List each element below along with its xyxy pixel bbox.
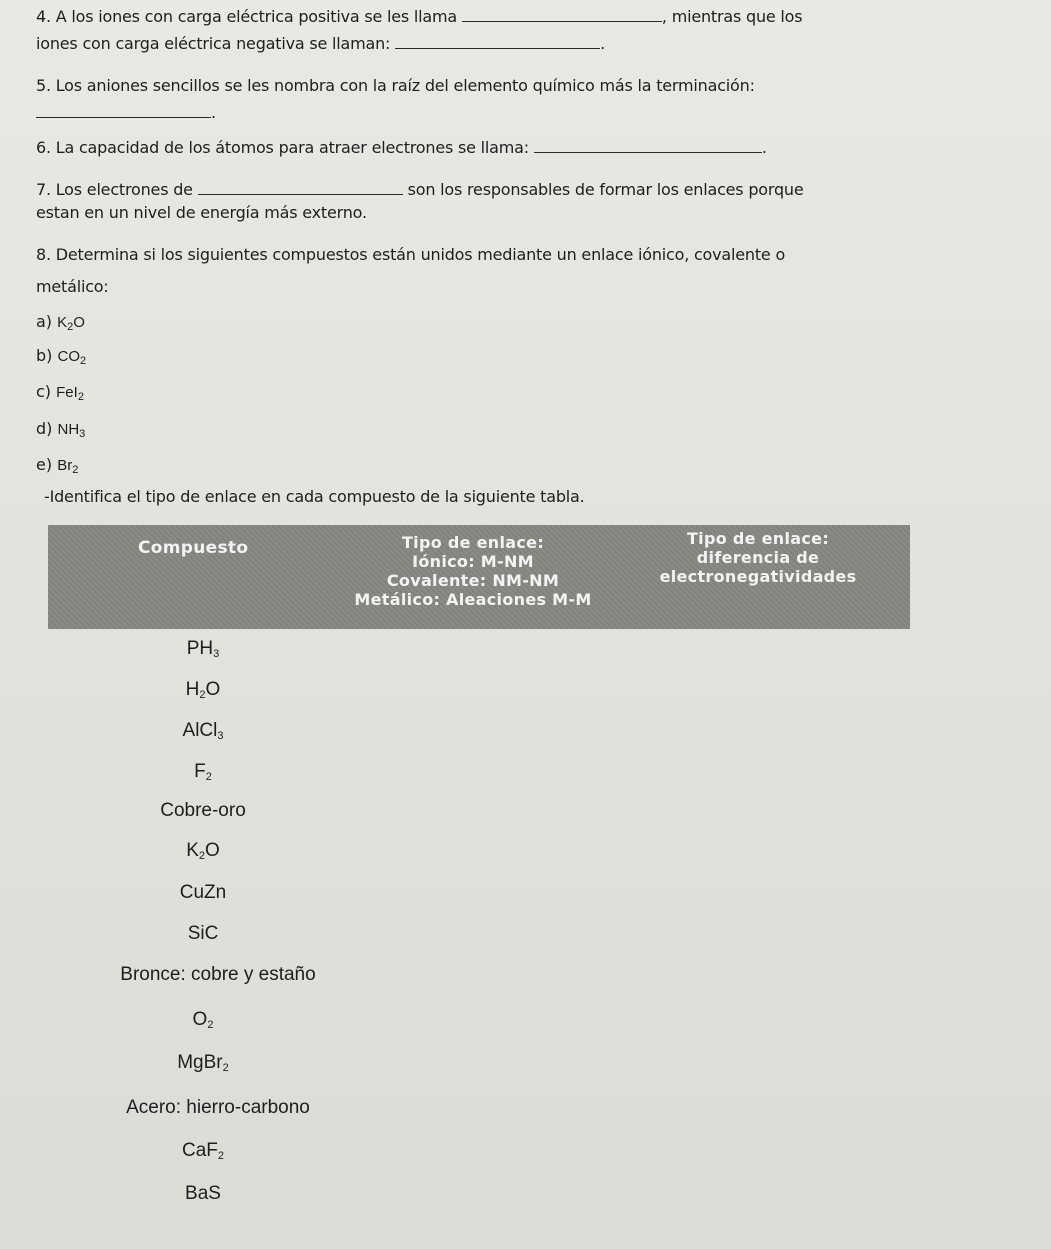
question-4-blank-2[interactable]	[395, 34, 600, 49]
compound-base: Bronce: cobre y estaño	[120, 964, 316, 985]
table-row	[48, 958, 910, 999]
header-diferencia: diferencia de	[696, 548, 820, 567]
q8-item-label: e)	[36, 455, 53, 474]
header-tipo-enlace-2-title: Tipo de enlace:	[686, 529, 830, 548]
q8-item-d	[36, 419, 85, 440]
compound-tail: O	[205, 679, 221, 700]
question-8-text-2: metálico:	[36, 277, 109, 296]
formula-base: K	[57, 314, 68, 331]
question-4-blank-1[interactable]	[462, 7, 662, 22]
question-7-blank[interactable]	[198, 180, 403, 195]
question-5-line-1	[36, 76, 755, 96]
compound-cell	[88, 720, 318, 742]
table-row	[48, 1003, 910, 1044]
compound-base: PH	[186, 638, 214, 659]
question-5-text: 5. Los aniones sencillos se les nombra con la raíz del elemento químico más la terminación:	[36, 76, 755, 95]
compound-cell	[88, 800, 318, 822]
compound-base: O	[192, 1009, 208, 1030]
question-5-end: .	[211, 103, 216, 122]
table-row	[48, 876, 910, 917]
compound-base: Acero: hierro-carbono	[126, 1097, 310, 1118]
compound-base: K	[186, 840, 199, 861]
question-7-text-a: 7. Los electrones de	[36, 180, 193, 199]
compound-cell	[88, 840, 318, 862]
compound-cell	[48, 964, 388, 986]
question-5-line-2	[36, 103, 216, 123]
formula-subscript: 2	[67, 321, 74, 333]
table-row	[48, 632, 910, 673]
formula-subscript: 2	[72, 464, 79, 476]
table-instructions-text: -Identifica el tipo de enlace en cada compuesto de la siguiente tabla.	[44, 487, 585, 506]
q8-item-c	[36, 382, 84, 403]
header-tipo-enlace-title: Tipo de enlace:	[401, 533, 545, 552]
formula-base: Br	[57, 457, 73, 474]
formula-subscript: 2	[77, 391, 84, 403]
compound-cell	[88, 923, 318, 945]
formula-subscript: 2	[80, 355, 87, 367]
compound-cell	[88, 882, 318, 904]
compound-subscript: 2	[205, 771, 212, 783]
compound-base: Cobre-oro	[160, 800, 246, 821]
q8-item-label: d)	[36, 419, 53, 438]
compound-base: AlCl	[182, 720, 218, 741]
compound-subscript: 2	[222, 1062, 229, 1074]
compound-cell	[88, 761, 318, 783]
compound-subscript: 3	[217, 730, 224, 742]
question-4-line-2	[36, 34, 605, 54]
question-7-line-1	[36, 180, 804, 200]
table-row	[48, 794, 910, 835]
formula-base: FeI	[56, 384, 78, 401]
compound-base: CuZn	[179, 882, 227, 903]
question-7-line-2	[36, 203, 367, 223]
question-8-text: 8. Determina si los siguientes compuestos están unidos mediante un enlace iónico, covalente o	[36, 245, 786, 264]
table-header	[48, 525, 910, 629]
question-4-text-b: , mientras que los	[661, 7, 803, 26]
compound-subscript: 3	[213, 648, 220, 660]
formula-subscript: 3	[79, 428, 86, 440]
header-compuesto: Compuesto	[138, 538, 249, 558]
header-metalico: Metálico: Aleaciones M-M	[354, 590, 592, 609]
table-row	[48, 917, 910, 958]
compound-cell	[88, 1052, 318, 1074]
q8-item-label: c)	[36, 382, 52, 401]
question-8-line-2	[36, 277, 109, 297]
compound-cell	[88, 1009, 318, 1031]
question-6-text: 6. La capacidad de los átomos para atraer electrones se llama:	[36, 138, 529, 157]
compound-cell	[88, 1140, 318, 1162]
question-6-line	[36, 138, 767, 158]
compound-cell	[88, 1183, 318, 1205]
formula-tail: O	[73, 314, 85, 331]
q8-item-label: a)	[36, 312, 53, 331]
header-electronegatividades: electronegatividades	[659, 567, 857, 586]
compound-base: SiC	[187, 923, 219, 944]
question-4-text-a: 4. A los iones con carga eléctrica positiva se les llama	[36, 7, 458, 26]
question-8-line-1	[36, 245, 785, 265]
q8-item-a	[36, 312, 85, 333]
compound-cell	[88, 638, 318, 660]
question-6-blank[interactable]	[534, 138, 762, 153]
header-ionico: Iónico: M-NM	[412, 552, 534, 571]
compound-base: F	[194, 761, 206, 782]
header-tipo-enlace	[338, 533, 608, 609]
table-row	[48, 834, 910, 875]
table-row	[48, 755, 910, 796]
compound-subscript: 2	[217, 1150, 225, 1162]
table-row	[48, 673, 910, 714]
compound-base: H	[185, 679, 200, 700]
table-instructions	[44, 487, 585, 507]
compound-tail: O	[205, 840, 220, 861]
header-diferencia-electronegatividad	[618, 529, 898, 586]
question-4-text-c: iones con carga eléctrica negativa se llaman:	[36, 34, 391, 53]
q8-item-b	[36, 346, 86, 367]
formula-base: NH	[57, 421, 80, 438]
table-row	[48, 1046, 910, 1087]
table-row	[48, 1134, 910, 1175]
header-covalente: Covalente: NM-NM	[386, 571, 560, 590]
compound-base: BaS	[185, 1183, 221, 1204]
formula-base: CO	[57, 348, 80, 365]
question-7-text-c: estan en un nivel de energía más externo.	[36, 203, 367, 222]
compound-subscript: 2	[198, 850, 206, 862]
compound-subscript: 2	[199, 689, 206, 701]
question-5-blank[interactable]	[36, 103, 211, 118]
table-row	[48, 1091, 910, 1132]
compound-subscript: 2	[207, 1019, 214, 1031]
q8-item-label: b)	[36, 346, 53, 365]
question-4-line-1	[36, 7, 802, 27]
compound-cell	[48, 1097, 388, 1119]
compound-base: CaF	[181, 1140, 218, 1161]
table-row	[48, 714, 910, 755]
q8-item-e	[36, 455, 78, 476]
question-6-end: .	[761, 138, 767, 157]
question-7-text-b: son los responsables de formar los enlaces porque	[407, 180, 804, 199]
table-row	[48, 1177, 910, 1218]
compound-cell	[88, 679, 318, 701]
compound-base: MgBr	[177, 1052, 223, 1073]
question-4-end: .	[600, 34, 606, 53]
